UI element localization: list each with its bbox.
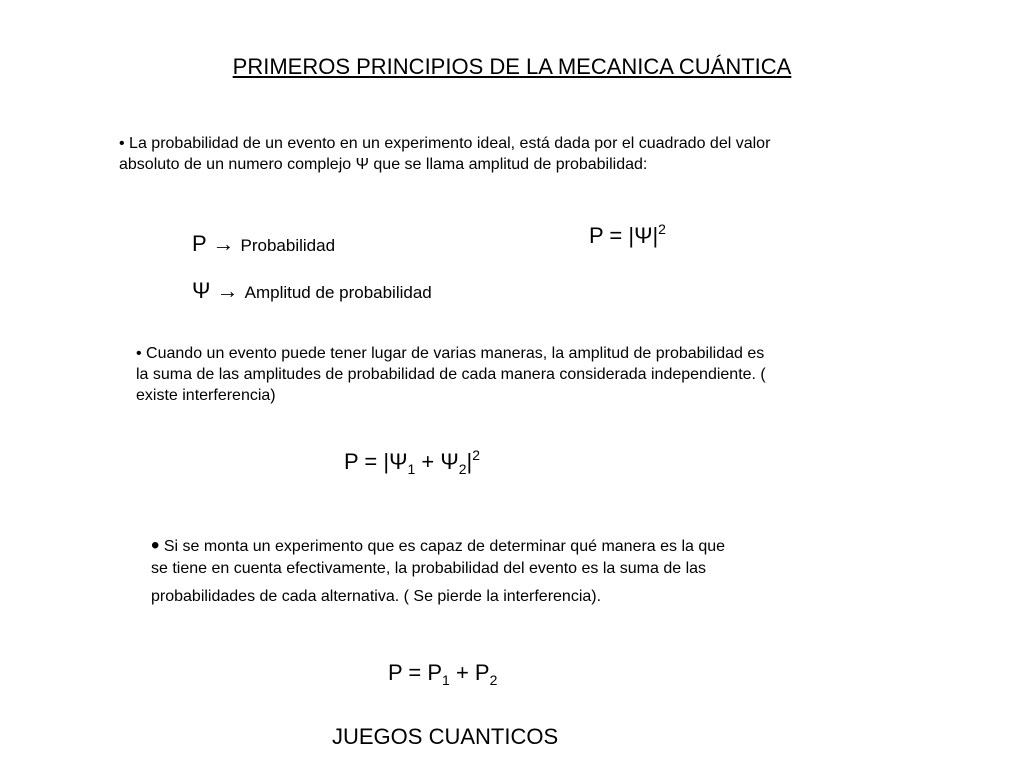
definition-meaning: Amplitud de probabilidad [244, 283, 432, 302]
formula-text: | [466, 449, 473, 474]
formula-text: + P [449, 660, 490, 685]
bullet: • [151, 532, 160, 559]
formula-text: P = |Ψ [344, 449, 408, 474]
paragraph-interference [136, 343, 766, 406]
definition-probability [192, 231, 335, 257]
definition-symbol: Ψ → [192, 278, 239, 303]
paragraph-line: la suma de las amplitudes de probabilidad de cada manera considerada independiente. ( [136, 366, 766, 383]
definition-symbol: P → [192, 231, 235, 256]
paragraph-probability-definition [119, 133, 770, 175]
paragraph-line [151, 532, 726, 559]
page-title: PRIMEROS PRINCIPIOS DE LA MECANICA CUÁNTICA [232, 54, 792, 79]
paragraph-line: absoluto de un numero complejo Ψ que se llama amplitud de probabilidad: [119, 156, 648, 173]
formula-exponent: 2 [472, 447, 481, 463]
paragraph-line: • La probabilidad de un evento en un experimento ideal, está dada por el cuadrado del valor [119, 135, 771, 152]
formula-subscript: 1 [442, 672, 450, 688]
formula-subscript: 2 [489, 672, 498, 688]
paragraph-text: Si se monta un experimento que es capaz de determinar qué manera es la que [159, 538, 726, 555]
formula-probability-square [589, 223, 666, 249]
paragraph-line: • Cuando un evento puede tener lugar de varias maneras, la amplitud de probabilidad es [136, 345, 765, 362]
definition-meaning: Probabilidad [240, 236, 336, 255]
formula-subscript: 2 [458, 461, 467, 477]
formula-amplitude-sum [344, 449, 480, 475]
formula-text: P = P [388, 660, 443, 685]
formula-subscript: 1 [407, 461, 416, 477]
formula-text: + Ψ [415, 449, 459, 474]
paragraph-no-interference [151, 532, 726, 608]
formula-probability-sum [388, 660, 497, 686]
paragraph-line: probabilidades de cada alternativa. ( Se pierde la interferencia). [151, 588, 602, 605]
formula-text: P = |Ψ| [589, 223, 659, 248]
definition-amplitude [192, 278, 432, 304]
paragraph-line: se tiene en cuenta efectivamente, la probabilidad del evento es la suma de las [151, 560, 707, 577]
paragraph-line: existe interferencia) [136, 387, 276, 404]
formula-exponent: 2 [658, 221, 666, 237]
footer-heading: JUEGOS CUANTICOS [332, 724, 559, 749]
